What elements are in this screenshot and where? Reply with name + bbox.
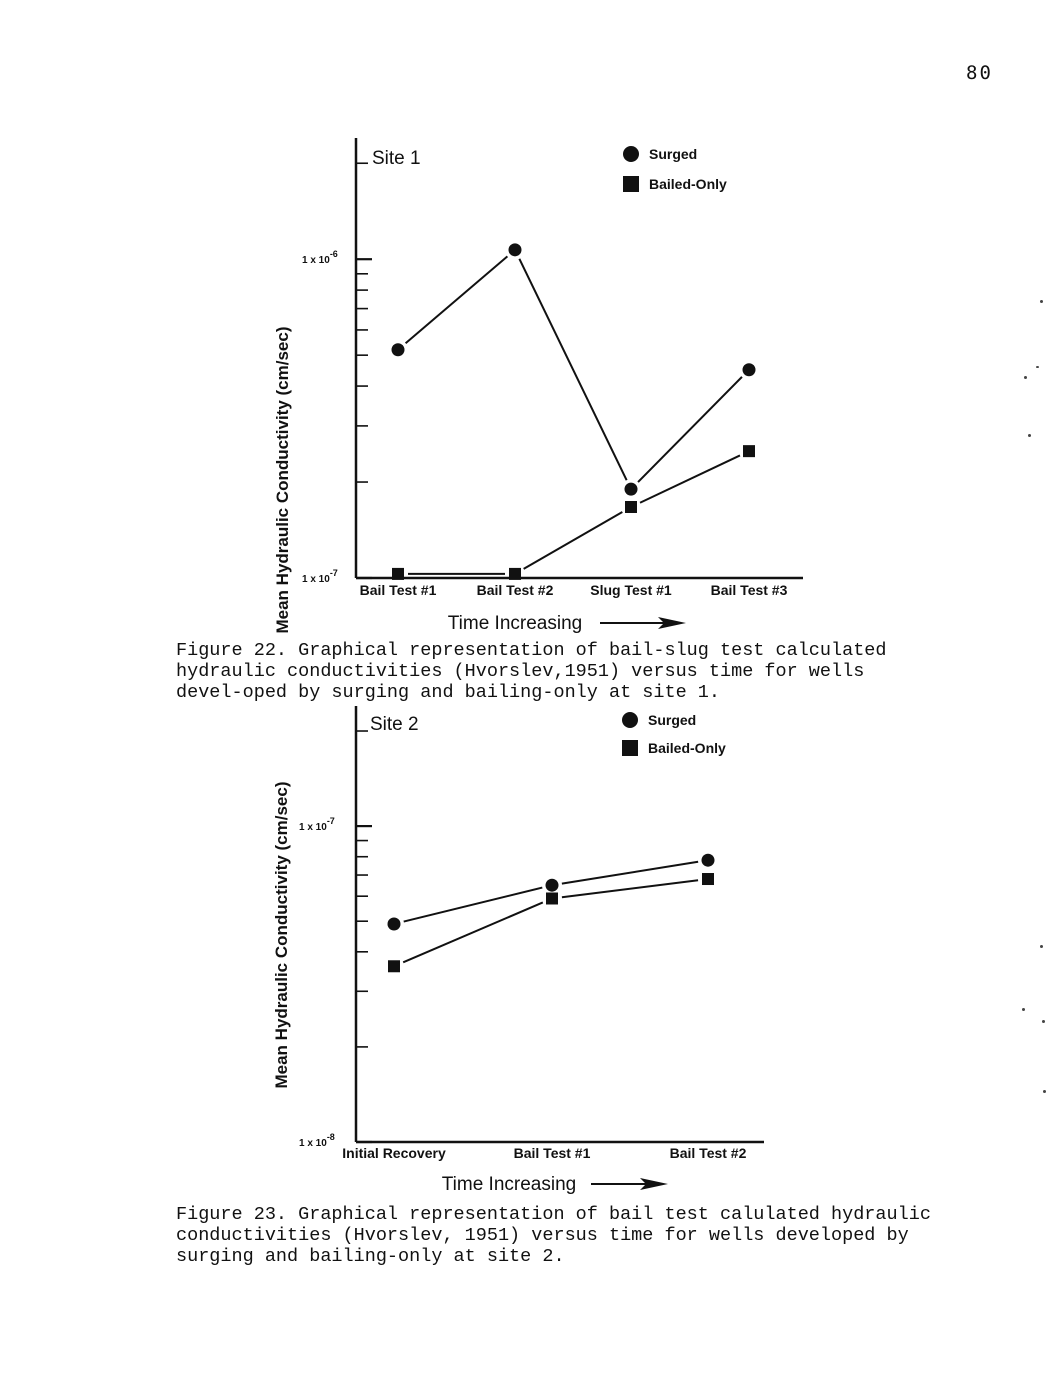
figure-22-caption: Figure 22. Graphical representation of bail-slug test calculated hydraulic conductivities (Hvorslev,1951) versus time for wells devel-oped by surging and bailing-only at site 1. (176, 640, 898, 703)
surged-line-segment (638, 377, 742, 482)
page-number: 80 (966, 62, 993, 84)
surged-line-segment (562, 862, 698, 884)
legend-surged-label: Surged (649, 146, 698, 162)
bailed-only-line-segment (403, 902, 543, 962)
x-axis-label: Time Increasing (441, 1174, 577, 1195)
bailed-only-point (546, 892, 558, 904)
site-1-chart (0, 120, 1064, 640)
legend-surged-label: Surged (648, 712, 697, 728)
scan-speck (1024, 376, 1027, 379)
x-tick-label: Bail Test #3 (710, 582, 788, 598)
surged-point (388, 917, 401, 930)
surged-point (509, 243, 522, 256)
scan-speck (1028, 434, 1031, 437)
x-tick-label: Slug Test #1 (590, 582, 672, 598)
site-2-chart (0, 690, 1064, 1200)
scan-speck (1040, 300, 1043, 303)
x-axis-label: Time Increasing (447, 613, 583, 634)
legend-bailed-only-label: Bailed-Only (648, 740, 726, 756)
bailed-only-point (625, 501, 637, 513)
surged-point (702, 854, 715, 867)
legend-bailed-only-marker (623, 176, 639, 192)
figure-23-caption: Figure 23. Graphical representation of bail test calulated hydraulic conductivities (Hvorslev, 1951) versus time for wells developed by surging and bailing-only at site 2. (176, 1204, 943, 1267)
legend-surged-marker (623, 146, 639, 162)
bailed-only-point (388, 960, 400, 972)
y-tick-label: 1 x 10-7 (302, 568, 338, 585)
x-tick-label: Bail Test #2 (476, 582, 554, 598)
surged-point (392, 343, 405, 356)
surged-point (546, 879, 559, 892)
legend-surged-marker (622, 712, 638, 728)
surged-line-segment (519, 259, 626, 480)
y-axis-label: Mean Hydraulic Conductivity (cm/sec) (273, 326, 292, 634)
y-axis-label: Mean Hydraulic Conductivity (cm/sec) (272, 781, 291, 1089)
scan-speck (1040, 945, 1043, 948)
x-tick-label: Initial Recovery (342, 1145, 446, 1161)
scan-speck (1043, 1090, 1046, 1093)
surged-point (743, 363, 756, 376)
bailed-only-line-segment (524, 512, 623, 569)
chart-title: Site 1 (372, 148, 421, 169)
scan-speck (1022, 1008, 1025, 1011)
surged-point (625, 483, 638, 496)
x-tick-label: Bail Test #1 (513, 1145, 591, 1161)
x-tick-label: Bail Test #1 (359, 582, 437, 598)
surged-line-segment (406, 256, 508, 343)
legend-bailed-only-marker (622, 740, 638, 756)
scan-speck (1042, 1020, 1045, 1023)
surged-line-segment (404, 888, 543, 922)
bailed-only-point (392, 568, 404, 580)
legend-bailed-only-label: Bailed-Only (649, 176, 727, 192)
bailed-only-line-segment (640, 455, 740, 502)
x-tick-label: Bail Test #2 (669, 1145, 747, 1161)
y-tick-label: 1 x 10-8 (299, 1132, 335, 1149)
y-tick-label: 1 x 10-6 (302, 249, 338, 267)
bailed-only-point (509, 568, 521, 580)
chart-title: Site 2 (370, 714, 419, 735)
bailed-only-line-segment (562, 880, 698, 897)
bailed-only-point (743, 445, 755, 457)
bailed-only-point (702, 873, 714, 885)
scan-speck (1036, 366, 1039, 368)
y-tick-label: 1 x 10-7 (299, 816, 335, 834)
